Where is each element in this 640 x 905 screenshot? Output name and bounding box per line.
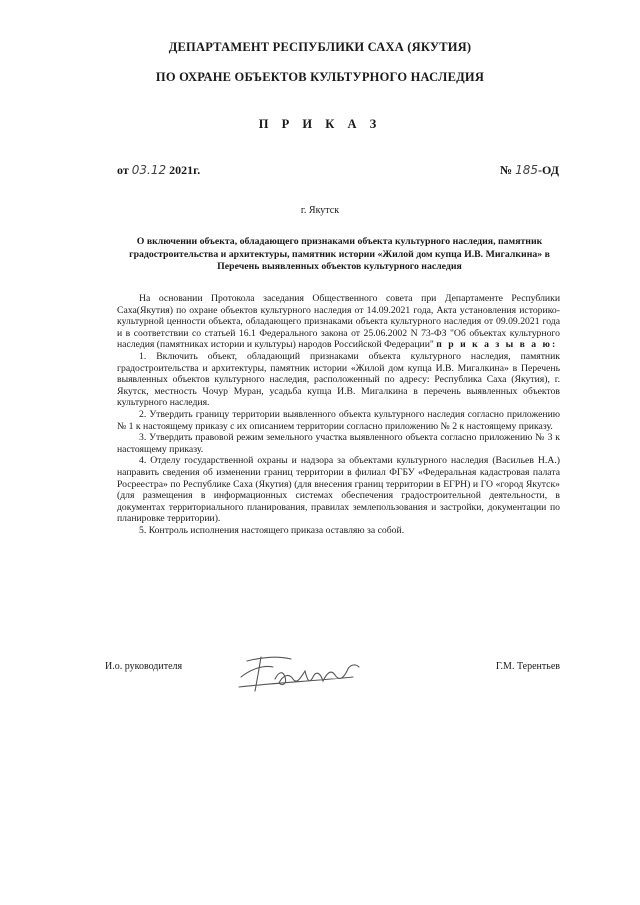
preamble-paragraph — [117, 293, 560, 351]
date-prefix: от — [117, 163, 129, 177]
order-item-3: 3. Утвердить правовой режим земельного участка выявленного объекта согласно приложению № 3 к настоящему приказу. — [117, 432, 560, 455]
number-suffix: -ОД — [538, 163, 559, 177]
document-number — [500, 163, 559, 178]
order-item-2: 2. Утвердить границу территории выявленного объекта культурного наследия согласно приложению № 1 к настоящему приказу с их описанием территории согласно приложению № 2 к настоящему приказу. — [117, 408, 560, 432]
number-handwritten: 185 — [515, 163, 538, 177]
date-year: 2021г. — [169, 163, 201, 177]
date-handwritten: 03.12 — [131, 163, 167, 177]
order-item-5: 5. Контроль исполнения настоящего приказа оставляю за собой. — [139, 524, 405, 536]
header-line-2: ПО ОХРАНЕ ОБЪЕКТОВ КУЛЬТУРНОГО НАСЛЕДИЯ — [155, 70, 485, 84]
order-subject: О включении объекта, обладающего признаками объекта культурного наследия, памятник градостроительства и архитектуры, памятник истории «Жилой дом купца И.В. Мигалкина» в Перечень выявленных объектов культурного наследия — [129, 236, 550, 273]
command-word: п р и к а з ы в а ю: — [436, 339, 558, 351]
signature-block — [105, 655, 560, 705]
document-date — [117, 163, 200, 178]
order-item-4: 4. Отделу государственной охраны и надзора за объектами культурного наследия (Васильев Н.А.) направить сведения об изменении границ территории в филиал ФГБУ «Федеральная кадастровая палата Росреестра» по Республике Саха (Якутия) (для внесения границ территории в ЕГРН) и ГО «город Якутск» (для размещения в информационных системах обеспечения градостроительной деятельности, в документах территориального планирования, правилах землепользования и застройки, документации по планировке территории). — [117, 455, 560, 525]
number-prefix: № — [500, 163, 513, 177]
header-line-1: ДЕПАРТАМЕНТ РЕСПУБЛИКИ САХА (ЯКУТИЯ) — [168, 40, 472, 54]
signatory-position: И.о. руководителя — [105, 661, 183, 672]
city: г. Якутск — [300, 205, 340, 216]
document-type: П Р И К А З — [258, 117, 382, 131]
order-item-1: 1. Включить объект, обладающий признаками объекта культурного наследия, памятник градостроительства и архитектуры, памятник истории «Жилой дом купца И.В. Мигалкина» в Перечень выявленных объектов культурного наследия, расположенный по адресу: Республика Саха (Якутия), г. Якутск, местность Чочур Муран, усадьба купца И.В. Мигалкина в перечень выявленных объектов культурного наследия. — [117, 350, 560, 409]
order-body — [117, 293, 560, 536]
signatory-name: Г.М. Терентьев — [495, 661, 560, 672]
handwritten-signature — [233, 647, 373, 697]
date-number-row — [117, 163, 559, 181]
preamble-text: На основании Протокола заседания Общественного совета при Департаменте Республики Саха(Якутия) по охране объектов культурного наследия от 14.09.2021 года, Акта установления историко-культурной ценности объекта, обладающего признаками объекта культурного наследия от 09.09.2021 года и в соответствии со статьей 16.1 Федерального закона от 25.06.2002 N 73-ФЗ "Об объектах культурного наследия (памятниках истории и культуры) народов Российской Федерации" — [117, 293, 560, 351]
